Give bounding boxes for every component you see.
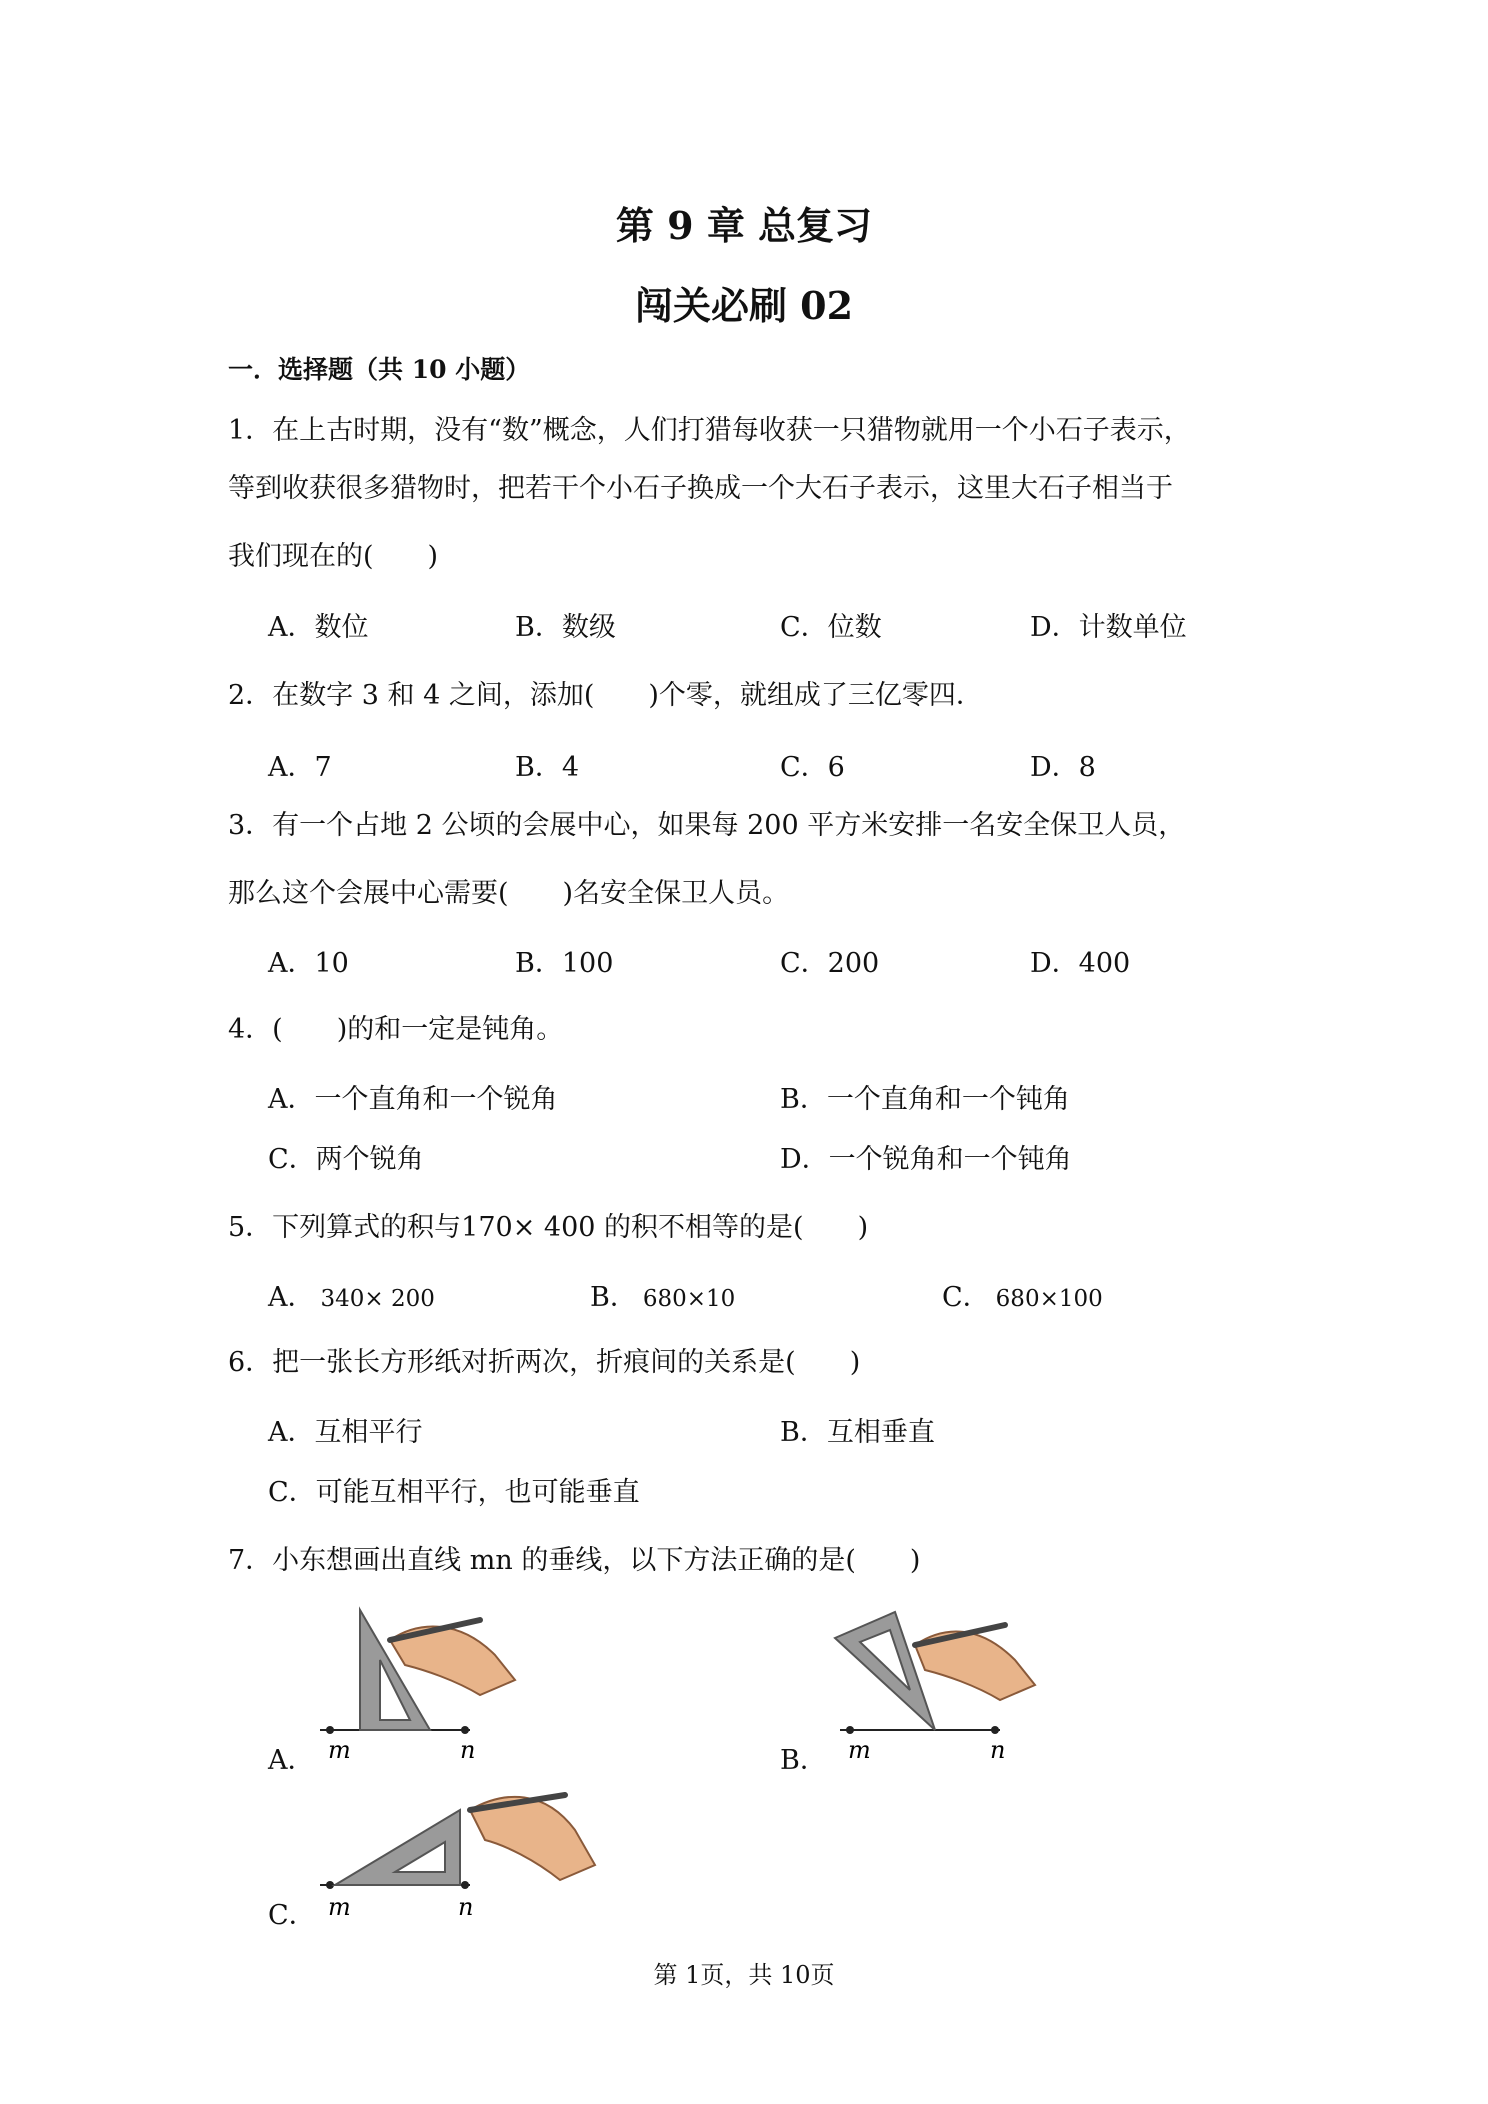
question-3-line-2: 那么这个会展中心需要( )名安全保卫人员。 bbox=[228, 878, 790, 909]
point-n bbox=[991, 1726, 999, 1734]
question-7-option-c[interactable]: C． bbox=[268, 1900, 316, 1931]
question-1-line-3: 我们现在的( ) bbox=[228, 541, 439, 572]
question-1-option-c[interactable]: C．位数 bbox=[780, 612, 882, 643]
question-2-option-a[interactable]: A．7 bbox=[268, 752, 332, 783]
label-m: m bbox=[328, 1736, 351, 1764]
label-m: m bbox=[328, 1893, 351, 1921]
question-6-line-1: 6．把一张长方形纸对折两次，折痕间的关系是( ) bbox=[228, 1347, 861, 1378]
question-5-option-b-expr: 680×10 bbox=[642, 1286, 736, 1312]
question-2-option-b[interactable]: B．4 bbox=[515, 752, 580, 783]
point-n bbox=[461, 1881, 469, 1889]
question-2-option-c[interactable]: C．6 bbox=[780, 752, 845, 783]
question-5-option-c[interactable] bbox=[942, 1275, 1103, 1314]
question-1-option-a[interactable]: A．数位 bbox=[268, 612, 369, 643]
question-1-line-1: 1．在上古时期，没有“数”概念，人们打猎每收获一只猎物就用一个小石子表示， bbox=[228, 415, 1191, 446]
question-7-line-1: 7．小东想画出直线 mn 的垂线，以下方法正确的是( ) bbox=[228, 1545, 921, 1576]
point-m bbox=[326, 1726, 334, 1734]
point-m bbox=[326, 1881, 334, 1889]
question-1-line-2: 等到收获很多猎物时，把若干个小石子换成一个大石子表示，这里大石子相当于 bbox=[228, 473, 1173, 504]
question-7-option-a[interactable]: A． bbox=[268, 1745, 315, 1776]
question-7-figure-b bbox=[830, 1600, 1040, 1770]
label-n: n bbox=[990, 1736, 1006, 1764]
question-7-figure-c bbox=[310, 1780, 600, 1930]
page-footer: 第 1页，共 10页 bbox=[653, 1961, 835, 1989]
question-6-option-a[interactable]: A．互相平行 bbox=[268, 1417, 423, 1448]
question-5-option-a[interactable] bbox=[268, 1275, 435, 1314]
question-3-option-b[interactable]: B．100 bbox=[515, 948, 614, 979]
question-2-option-d[interactable]: D．8 bbox=[1030, 752, 1096, 783]
page-subtitle: 闯关必刷 02 bbox=[634, 283, 854, 328]
question-4-option-b[interactable]: B．一个直角和一个钝角 bbox=[780, 1084, 1070, 1115]
question-5-option-a-expr: 340× 200 bbox=[320, 1286, 435, 1312]
question-1-option-d[interactable]: D．计数单位 bbox=[1030, 612, 1187, 643]
chapter-title: 第 9 章 总复习 bbox=[615, 203, 873, 248]
question-4-line-1: 4．( )的和一定是钝角。 bbox=[228, 1014, 564, 1045]
question-5-line-1: 5．下列算式的积与170× 400 的积不相等的是( ) bbox=[228, 1212, 869, 1243]
question-4-option-a[interactable]: A．一个直角和一个锐角 bbox=[268, 1084, 558, 1115]
question-5-option-c-label: C． bbox=[942, 1282, 990, 1313]
label-m: m bbox=[848, 1736, 871, 1764]
question-6-option-c[interactable]: C．可能互相平行，也可能垂直 bbox=[268, 1477, 640, 1508]
question-5-option-a-label: A． bbox=[268, 1282, 315, 1313]
question-2-line-1: 2．在数字 3 和 4 之间，添加( )个零，就组成了三亿零四． bbox=[228, 680, 983, 711]
question-3-option-d[interactable]: D．400 bbox=[1030, 948, 1131, 979]
question-5-option-c-expr: 680×100 bbox=[995, 1286, 1103, 1312]
set-square bbox=[835, 1612, 935, 1730]
section-heading: 一．选择题（共 10 小题） bbox=[228, 355, 531, 384]
question-4-option-c[interactable]: C．两个锐角 bbox=[268, 1144, 424, 1175]
question-3-option-a[interactable]: A．10 bbox=[268, 948, 349, 979]
question-3-option-c[interactable]: C．200 bbox=[780, 948, 880, 979]
question-7-option-b[interactable]: B． bbox=[780, 1745, 827, 1776]
question-1-option-b[interactable]: B．数级 bbox=[515, 612, 616, 643]
label-n: n bbox=[460, 1736, 476, 1764]
question-7-figure-a bbox=[310, 1600, 520, 1770]
point-n bbox=[461, 1726, 469, 1734]
question-6-option-b[interactable]: B．互相垂直 bbox=[780, 1417, 935, 1448]
point-m bbox=[846, 1726, 854, 1734]
question-5-option-b-label: B． bbox=[590, 1282, 637, 1313]
question-3-line-1: 3．有一个占地 2 公顷的会展中心，如果每 200 平方米安排一名安全保卫人员， bbox=[228, 810, 1186, 841]
question-5-option-b[interactable] bbox=[590, 1275, 735, 1314]
question-4-option-d[interactable]: D．一个锐角和一个钝角 bbox=[780, 1144, 1072, 1175]
label-n: n bbox=[458, 1893, 474, 1921]
